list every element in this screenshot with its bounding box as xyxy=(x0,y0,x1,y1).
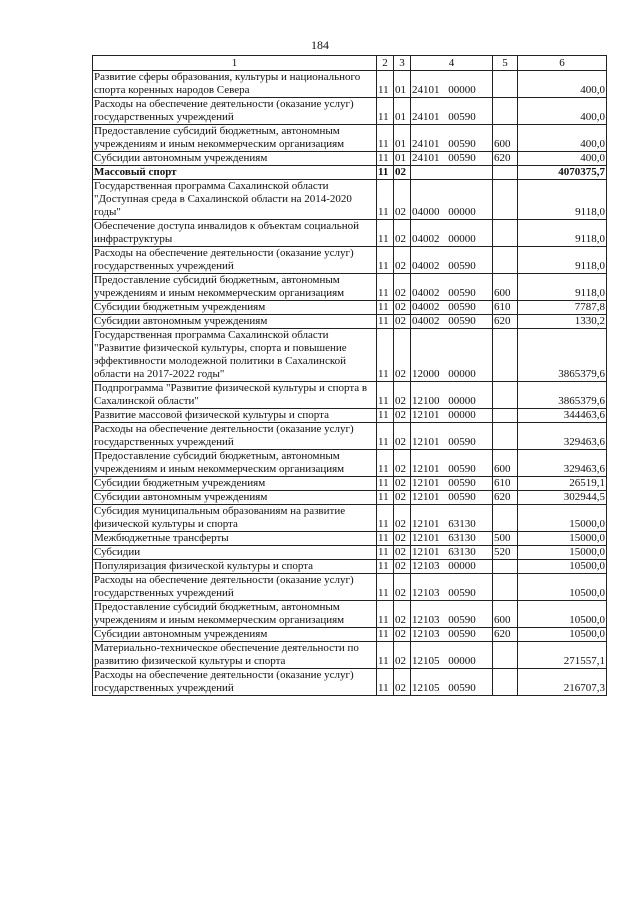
expense-type-cell: 620 xyxy=(493,491,518,505)
expense-name-cell: Государственная программа Сахалинской области "Развитие физической культуры, спорта и повышение эффективности молодежной политики в Сахалинской области на 2017-2022 годы" xyxy=(93,329,377,382)
amount-cell: 3865379,6 xyxy=(518,382,607,409)
subsection-code-cell: 02 xyxy=(394,274,411,301)
table-row xyxy=(93,560,607,574)
expense-name-cell: Межбюджетные трансферты xyxy=(93,532,377,546)
expense-type-cell: 620 xyxy=(493,628,518,642)
expense-name-cell: Субсидии бюджетным учреждениям xyxy=(93,477,377,491)
target-article-cell: 12103 00000 xyxy=(411,560,493,574)
subsection-code-cell: 02 xyxy=(394,220,411,247)
expense-name-cell: Расходы на обеспечение деятельности (оказание услуг) государственных учреждений xyxy=(93,669,377,696)
target-article-cell: 04002 00590 xyxy=(411,247,493,274)
amount-cell: 7787,8 xyxy=(518,301,607,315)
table-row xyxy=(93,601,607,628)
table-header-row xyxy=(93,56,607,71)
target-article-cell: 12101 63130 xyxy=(411,505,493,532)
target-article-cell: 04002 00590 xyxy=(411,301,493,315)
subsection-code-cell: 02 xyxy=(394,180,411,220)
page-number: 184 xyxy=(311,38,329,52)
expense-name-cell: Субсидии xyxy=(93,546,377,560)
expense-name-cell: Обеспечение доступа инвалидов к объектам социальной инфраструктуры xyxy=(93,220,377,247)
expense-type-cell xyxy=(493,560,518,574)
amount-cell: 329463,6 xyxy=(518,450,607,477)
target-article-cell: 24101 00590 xyxy=(411,125,493,152)
table-row xyxy=(93,491,607,505)
header-col-4: 4 xyxy=(411,56,493,71)
section-code-cell: 11 xyxy=(377,71,394,98)
expense-type-cell xyxy=(493,505,518,532)
expense-type-cell xyxy=(493,166,518,180)
target-article-cell: 12105 00000 xyxy=(411,642,493,669)
header-col-3: 3 xyxy=(394,56,411,71)
section-code-cell: 11 xyxy=(377,423,394,450)
expense-type-cell: 600 xyxy=(493,450,518,477)
amount-cell: 26519,1 xyxy=(518,477,607,491)
subsection-code-cell: 02 xyxy=(394,409,411,423)
target-article-cell: 12101 00590 xyxy=(411,477,493,491)
amount-cell: 9118,0 xyxy=(518,247,607,274)
table-row xyxy=(93,220,607,247)
target-article-cell: 12101 00590 xyxy=(411,423,493,450)
target-article-cell: 24101 00590 xyxy=(411,98,493,125)
expense-type-cell: 500 xyxy=(493,532,518,546)
amount-cell: 4070375,7 xyxy=(518,166,607,180)
amount-cell: 329463,6 xyxy=(518,423,607,450)
expense-name-cell: Расходы на обеспечение деятельности (оказание услуг) государственных учреждений xyxy=(93,423,377,450)
section-code-cell: 11 xyxy=(377,642,394,669)
expense-type-cell: 610 xyxy=(493,301,518,315)
expense-type-cell xyxy=(493,71,518,98)
subsection-code-cell: 02 xyxy=(394,505,411,532)
target-article-cell: 12103 00590 xyxy=(411,628,493,642)
amount-cell: 10500,0 xyxy=(518,574,607,601)
subsection-code-cell: 02 xyxy=(394,532,411,546)
subsection-code-cell: 02 xyxy=(394,669,411,696)
expense-name-cell: Предоставление субсидий бюджетным, автономным учреждениям и иным некоммерческим организациям xyxy=(93,125,377,152)
section-code-cell: 11 xyxy=(377,220,394,247)
expense-name-cell: Подпрограмма "Развитие физической культуры и спорта в Сахалинской области" xyxy=(93,382,377,409)
target-article-cell xyxy=(411,166,493,180)
expense-name-cell: Предоставление субсидий бюджетным, автономным учреждениям и иным некоммерческим организациям xyxy=(93,274,377,301)
section-code-cell: 11 xyxy=(377,450,394,477)
target-article-cell: 12101 63130 xyxy=(411,546,493,560)
expense-name-cell: Массовый спорт xyxy=(93,166,377,180)
expense-type-cell: 600 xyxy=(493,601,518,628)
section-code-cell: 11 xyxy=(377,247,394,274)
table-row xyxy=(93,532,607,546)
table-body xyxy=(93,71,607,696)
subsection-code-cell: 01 xyxy=(394,152,411,166)
amount-cell: 400,0 xyxy=(518,98,607,125)
subsection-code-cell: 02 xyxy=(394,628,411,642)
amount-cell: 344463,6 xyxy=(518,409,607,423)
header-col-6: 6 xyxy=(518,56,607,71)
expense-name-cell: Расходы на обеспечение деятельности (оказание услуг) государственных учреждений xyxy=(93,574,377,601)
section-code-cell: 11 xyxy=(377,601,394,628)
section-code-cell: 11 xyxy=(377,574,394,601)
section-code-cell: 11 xyxy=(377,301,394,315)
table-row xyxy=(93,301,607,315)
section-code-cell: 11 xyxy=(377,152,394,166)
expense-name-cell: Государственная программа Сахалинской области "Доступная среда в Сахалинской области на 2014-2020 годы" xyxy=(93,180,377,220)
amount-cell: 400,0 xyxy=(518,125,607,152)
subsection-code-cell: 02 xyxy=(394,477,411,491)
target-article-cell: 12103 00590 xyxy=(411,601,493,628)
expense-name-cell: Развитие сферы образования, культуры и национального спорта коренных народов Севера xyxy=(93,71,377,98)
subsection-code-cell: 02 xyxy=(394,491,411,505)
expense-name-cell: Субсидии автономным учреждениям xyxy=(93,315,377,329)
header-col-2: 2 xyxy=(377,56,394,71)
section-code-cell: 11 xyxy=(377,166,394,180)
subsection-code-cell: 02 xyxy=(394,166,411,180)
expense-type-cell: 610 xyxy=(493,477,518,491)
amount-cell: 15000,0 xyxy=(518,505,607,532)
target-article-cell: 12101 63130 xyxy=(411,532,493,546)
table-row xyxy=(93,628,607,642)
expense-type-cell xyxy=(493,382,518,409)
table-row xyxy=(93,166,607,180)
expense-name-cell: Популяризация физической культуры и спорта xyxy=(93,560,377,574)
section-code-cell: 11 xyxy=(377,315,394,329)
table-row xyxy=(93,274,607,301)
target-article-cell: 24101 00590 xyxy=(411,152,493,166)
table-row xyxy=(93,71,607,98)
subsection-code-cell: 01 xyxy=(394,125,411,152)
table-row xyxy=(93,574,607,601)
amount-cell: 216707,3 xyxy=(518,669,607,696)
target-article-cell: 04002 00590 xyxy=(411,315,493,329)
amount-cell: 10500,0 xyxy=(518,560,607,574)
expense-type-cell: 600 xyxy=(493,274,518,301)
table-row xyxy=(93,409,607,423)
table-row xyxy=(93,546,607,560)
target-article-cell: 12101 00000 xyxy=(411,409,493,423)
expense-type-cell xyxy=(493,180,518,220)
expense-type-cell xyxy=(493,669,518,696)
table-row xyxy=(93,423,607,450)
section-code-cell: 11 xyxy=(377,532,394,546)
target-article-cell: 12000 00000 xyxy=(411,329,493,382)
target-article-cell: 04000 00000 xyxy=(411,180,493,220)
section-code-cell: 11 xyxy=(377,274,394,301)
expense-name-cell: Субсидии автономным учреждениям xyxy=(93,491,377,505)
budget-table xyxy=(92,55,607,696)
amount-cell: 15000,0 xyxy=(518,546,607,560)
subsection-code-cell: 01 xyxy=(394,71,411,98)
table-row xyxy=(93,669,607,696)
expense-type-cell xyxy=(493,329,518,382)
target-article-cell: 04002 00000 xyxy=(411,220,493,247)
section-code-cell: 11 xyxy=(377,491,394,505)
subsection-code-cell: 02 xyxy=(394,301,411,315)
expense-type-cell xyxy=(493,423,518,450)
subsection-code-cell: 02 xyxy=(394,329,411,382)
expense-type-cell xyxy=(493,574,518,601)
target-article-cell: 12100 00000 xyxy=(411,382,493,409)
section-code-cell: 11 xyxy=(377,180,394,220)
subsection-code-cell: 02 xyxy=(394,574,411,601)
amount-cell: 3865379,6 xyxy=(518,329,607,382)
expense-name-cell: Развитие массовой физической культуры и спорта xyxy=(93,409,377,423)
table-row xyxy=(93,450,607,477)
section-code-cell: 11 xyxy=(377,329,394,382)
table-row xyxy=(93,315,607,329)
table-row xyxy=(93,642,607,669)
subsection-code-cell: 02 xyxy=(394,560,411,574)
subsection-code-cell: 01 xyxy=(394,98,411,125)
target-article-cell: 24101 00000 xyxy=(411,71,493,98)
table-row xyxy=(93,382,607,409)
subsection-code-cell: 02 xyxy=(394,450,411,477)
target-article-cell: 12103 00590 xyxy=(411,574,493,601)
expense-type-cell xyxy=(493,98,518,125)
section-code-cell: 11 xyxy=(377,628,394,642)
expense-name-cell: Субсидии бюджетным учреждениям xyxy=(93,301,377,315)
section-code-cell: 11 xyxy=(377,477,394,491)
expense-name-cell: Субсидии автономным учреждениям xyxy=(93,628,377,642)
target-article-cell: 12101 00590 xyxy=(411,491,493,505)
section-code-cell: 11 xyxy=(377,98,394,125)
amount-cell: 1330,2 xyxy=(518,315,607,329)
target-article-cell: 12105 00590 xyxy=(411,669,493,696)
target-article-cell: 12101 00590 xyxy=(411,450,493,477)
expense-type-cell: 620 xyxy=(493,152,518,166)
amount-cell: 271557,1 xyxy=(518,642,607,669)
expense-type-cell: 520 xyxy=(493,546,518,560)
section-code-cell: 11 xyxy=(377,409,394,423)
table-row xyxy=(93,125,607,152)
amount-cell: 10500,0 xyxy=(518,601,607,628)
expense-name-cell: Расходы на обеспечение деятельности (оказание услуг) государственных учреждений xyxy=(93,247,377,274)
amount-cell: 10500,0 xyxy=(518,628,607,642)
table-row xyxy=(93,505,607,532)
header-col-1: 1 xyxy=(93,56,377,71)
section-code-cell: 11 xyxy=(377,505,394,532)
subsection-code-cell: 02 xyxy=(394,315,411,329)
expense-name-cell: Предоставление субсидий бюджетным, автономным учреждениям и иным некоммерческим организациям xyxy=(93,601,377,628)
table-row xyxy=(93,152,607,166)
amount-cell: 15000,0 xyxy=(518,532,607,546)
amount-cell: 9118,0 xyxy=(518,220,607,247)
subsection-code-cell: 02 xyxy=(394,382,411,409)
expense-name-cell: Субсидии автономным учреждениям xyxy=(93,152,377,166)
section-code-cell: 11 xyxy=(377,382,394,409)
amount-cell: 400,0 xyxy=(518,71,607,98)
expense-type-cell xyxy=(493,247,518,274)
expense-type-cell xyxy=(493,220,518,247)
expense-type-cell xyxy=(493,642,518,669)
amount-cell: 9118,0 xyxy=(518,180,607,220)
expense-name-cell: Материально-техническое обеспечение деятельности по развитию физической культуры и спорта xyxy=(93,642,377,669)
expense-name-cell: Предоставление субсидий бюджетным, автономным учреждениям и иным некоммерческим организациям xyxy=(93,450,377,477)
expense-name-cell: Субсидия муниципальным образованиям на развитие физической культуры и спорта xyxy=(93,505,377,532)
section-code-cell: 11 xyxy=(377,546,394,560)
section-code-cell: 11 xyxy=(377,125,394,152)
subsection-code-cell: 02 xyxy=(394,546,411,560)
amount-cell: 400,0 xyxy=(518,152,607,166)
table-row xyxy=(93,247,607,274)
expense-type-cell xyxy=(493,409,518,423)
header-col-5: 5 xyxy=(493,56,518,71)
table-row xyxy=(93,329,607,382)
subsection-code-cell: 02 xyxy=(394,423,411,450)
section-code-cell: 11 xyxy=(377,669,394,696)
subsection-code-cell: 02 xyxy=(394,642,411,669)
section-code-cell: 11 xyxy=(377,560,394,574)
table-row xyxy=(93,98,607,125)
expense-name-cell: Расходы на обеспечение деятельности (оказание услуг) государственных учреждений xyxy=(93,98,377,125)
amount-cell: 302944,5 xyxy=(518,491,607,505)
subsection-code-cell: 02 xyxy=(394,601,411,628)
amount-cell: 9118,0 xyxy=(518,274,607,301)
expense-type-cell: 620 xyxy=(493,315,518,329)
table-row xyxy=(93,477,607,491)
table-row xyxy=(93,180,607,220)
target-article-cell: 04002 00590 xyxy=(411,274,493,301)
subsection-code-cell: 02 xyxy=(394,247,411,274)
expense-type-cell: 600 xyxy=(493,125,518,152)
